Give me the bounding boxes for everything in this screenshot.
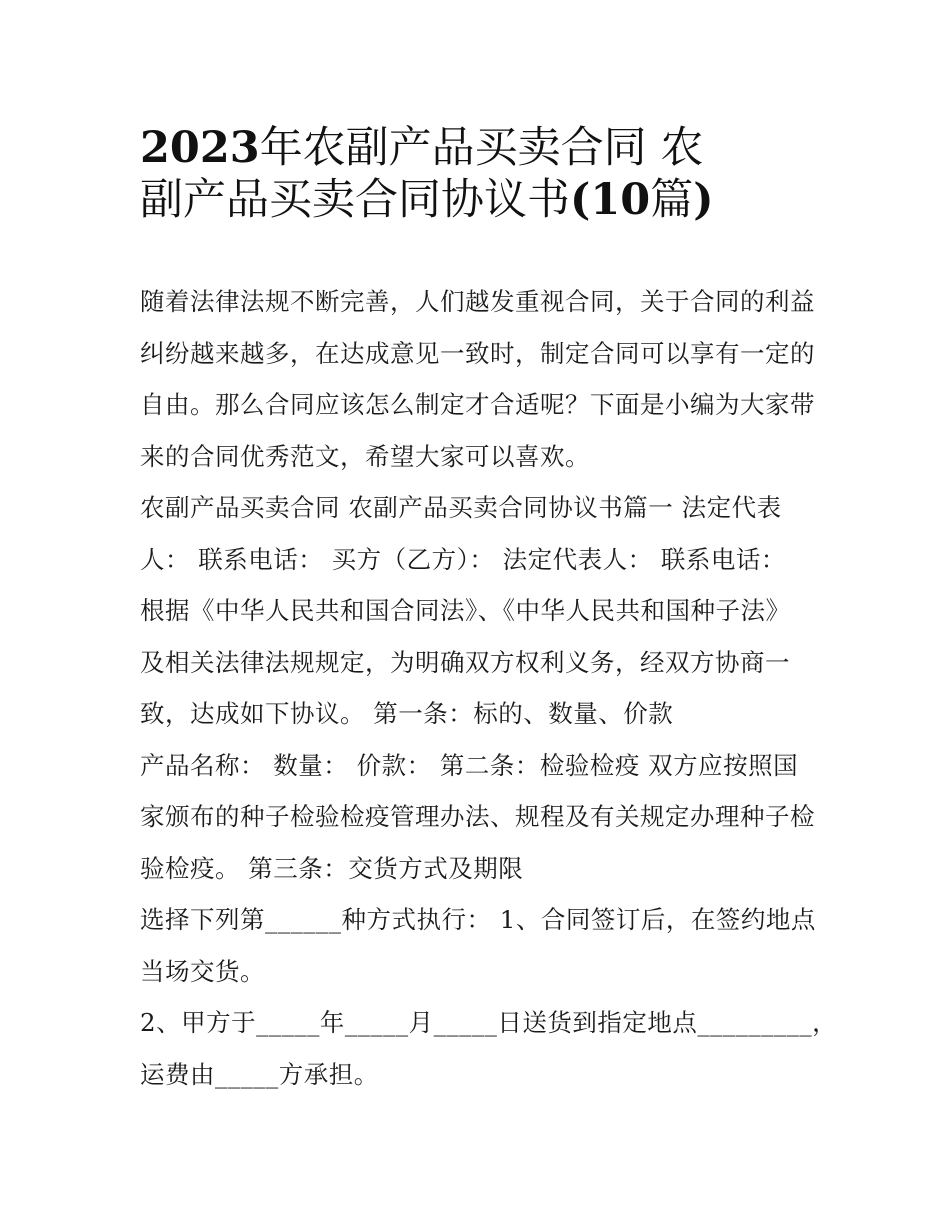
contract-line-5: 致，达成如下协议。 第一条：标的、数量、价款 <box>140 699 674 728</box>
contract-line-4: 及相关法律法规规定，为明确双方权利义务，经双方协商一 <box>140 647 790 677</box>
intro-line-3: 自由。那么合同应该怎么制定才合适呢？下面是小编为大家带 <box>140 390 815 419</box>
title-year: 2023 <box>140 123 260 173</box>
contract-line-1: 农副产品买卖合同 农副产品买卖合同协议书篇一 法定代表 <box>140 493 782 522</box>
contract-line-12: 运费由_____方承担。 <box>140 1059 379 1089</box>
document-body <box>140 276 838 1100</box>
title-count-open: (10 <box>570 174 651 225</box>
contract-line-10: 当场交货。 <box>140 956 265 986</box>
contract-line-3: 根据《中华人民共和国合同法》、《中华人民共和国种子法》 <box>140 596 791 625</box>
contract-line-9: 选择下列第______种方式执行： 1、合同签订后，在签约地点 <box>140 905 816 934</box>
contract-line-8: 验检疫。 第三条：交货方式及期限 <box>140 853 524 883</box>
document-title <box>140 118 830 225</box>
contract-line-7: 家颁布的种子检验检疫管理办法、规程及有关规定办理种子检 <box>140 802 815 831</box>
contract-line-2: 人： 联系电话： 买方（乙方）： 法定代表人： 联系电话： <box>140 544 786 574</box>
intro-line-4: 来的合同优秀范文，希望大家可以喜欢。 <box>140 441 590 471</box>
contract-line-6: 产品名称： 数量： 价款： 第二条：检验检疫 双方应按照国 <box>140 750 799 780</box>
title-line1-text: 年农副产品买卖合同 农 <box>259 123 704 173</box>
intro-line-2: 纠纷越来越多，在达成意见一致时，制定合同可以享有一定的 <box>140 338 815 368</box>
contract-line-11: 2、甲方于_____年_____月_____日送货到指定地点_________， <box>140 1008 838 1037</box>
intro-line-1: 随着法律法规不断完善，人们越发重视合同，关于合同的利益 <box>140 287 815 316</box>
title-count-close: ) <box>693 174 714 225</box>
title-count-unit: 篇 <box>650 174 694 225</box>
title-line2-text: 副产品买卖合同协议书 <box>140 174 570 225</box>
